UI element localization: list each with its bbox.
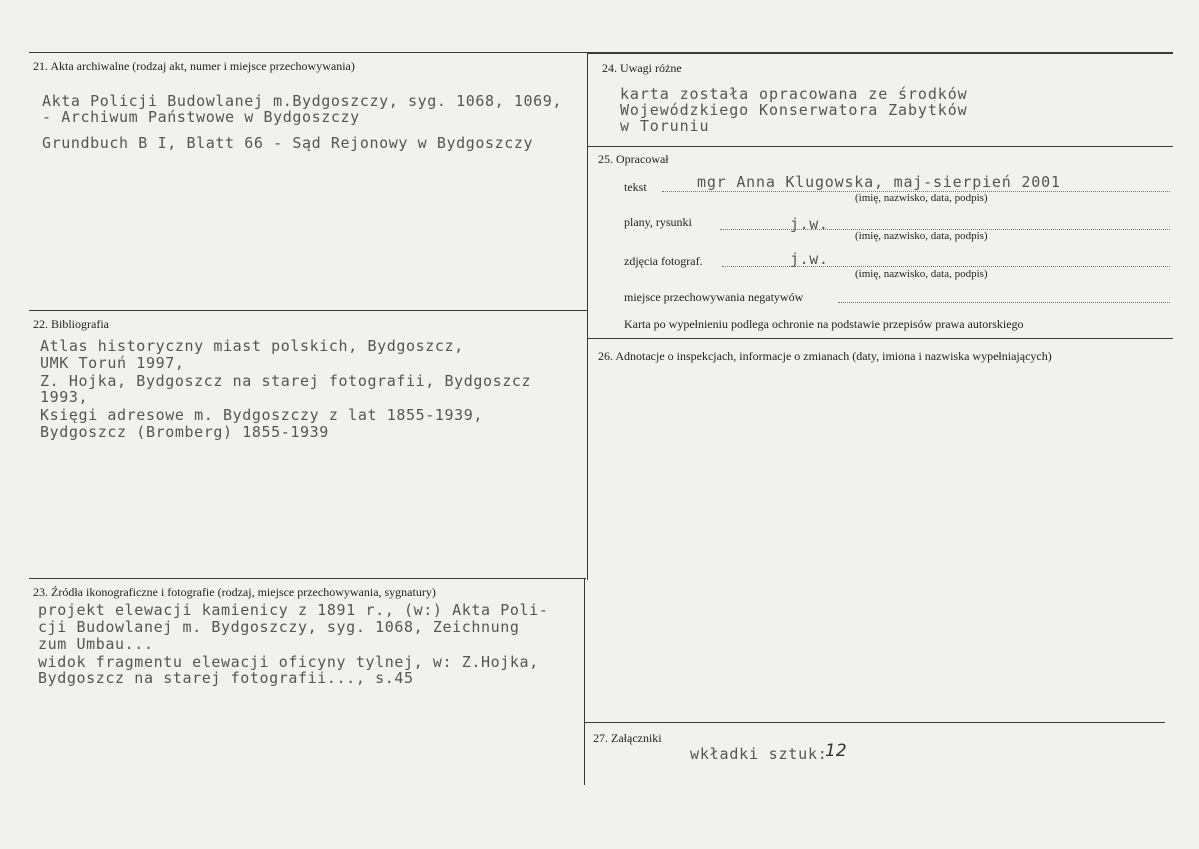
section-21-line-2: - Archiwum Państwowe w Bydgoszczy: [42, 108, 360, 126]
section-22-line-5: Księgi adresowe m. Bydgoszczy z lat 1855-1939,: [40, 406, 484, 424]
section-22-line-4: 1993,: [40, 388, 89, 406]
section-24-header: 24. Uwagi różne: [602, 61, 682, 75]
top-rule-left: [29, 52, 589, 53]
section-24-line-2: Wojewódzkiego Konserwatora Zabytków: [620, 101, 968, 119]
negatywy-field-line: [838, 302, 1170, 303]
section-21-line-3: Grundbuch B I, Blatt 66 - Sąd Rejonowy w Bydgoszczy: [42, 134, 534, 152]
rule-24-25: [588, 146, 1173, 147]
rule-22-23: [29, 578, 586, 579]
negatywy-label: miejsce przechowywania negatywów: [624, 290, 804, 304]
tekst-caption: (imię, nazwisko, data, podpis): [855, 192, 988, 204]
section-22-line-3: Z. Hojka, Bydgoszcz na starej fotografii, Bydgoszcz: [40, 372, 532, 390]
section-25-header: 25. Opracował: [598, 152, 669, 166]
section-22-line-1: Atlas historyczny miast polskich, Bydgoszcz,: [40, 337, 464, 355]
section-24-line-1: karta została opracowana ze środków: [620, 85, 968, 103]
section-22-header: 22. Bibliografia: [33, 317, 109, 331]
plany-label: plany, rysunki: [624, 215, 692, 229]
vertical-divider-lower: [584, 578, 585, 785]
tekst-label: tekst: [624, 180, 647, 194]
attachments-count: 12: [825, 741, 847, 761]
section-23-line-2: cji Budowlanej m. Bydgoszczy, syg. 1068, Zeichnung: [38, 618, 520, 636]
section-24-line-3: w Toruniu: [620, 117, 710, 135]
zdjecia-caption: (imię, nazwisko, data, podpis): [855, 268, 988, 280]
section-26-header: 26. Adnotacje o inspekcjach, informacje o zmianach (daty, imiona i nazwiska wypełniających): [598, 349, 1052, 363]
section-23-line-3: zum Umbau...: [38, 635, 154, 653]
attachments-label: wkładki sztuk:: [690, 745, 828, 763]
section-23-header: 23. Źródła ikonograficzne i fotografie (rodzaj, miejsce przechowywania, sygnatury): [33, 585, 436, 599]
section-22-line-2: UMK Toruń 1997,: [40, 354, 185, 372]
section-23-line-5: Bydgoszcz na starej fotografii..., s.45: [38, 669, 414, 687]
zdjecia-value: j.w.: [790, 250, 829, 268]
section-27-header: 27. Załączniki: [593, 731, 662, 745]
rule-25-26: [588, 338, 1173, 339]
top-rule-right: [588, 52, 1173, 54]
section-23-line-4: widok fragmentu elewacji oficyny tylnej, w: Z.Hojka,: [38, 653, 539, 671]
zdjecia-label: zdjęcia fotograf.: [624, 254, 703, 268]
section-21-header: 21. Akta archiwalne (rodzaj akt, numer i miejsce przechowywania): [33, 59, 355, 73]
section-22-line-6: Bydgoszcz (Bromberg) 1855-1939: [40, 423, 329, 441]
copyright-note: Karta po wypełnieniu podlega ochronie na podstawie przepisów prawa autorskiego: [624, 317, 1024, 331]
vertical-divider-upper: [587, 52, 588, 580]
rule-26-27: [585, 722, 1165, 723]
section-23-line-1: projekt elewacji kamienicy z 1891 r., (w:) Akta Poli-: [38, 601, 549, 619]
rule-21-22: [29, 310, 588, 311]
plany-value: j.w.: [790, 215, 829, 233]
plany-caption: (imię, nazwisko, data, podpis): [855, 230, 988, 242]
tekst-value: mgr Anna Klugowska, maj-sierpień 2001: [697, 173, 1061, 191]
section-21-line-1: Akta Policji Budowlanej m.Bydgoszczy, syg. 1068, 1069,: [42, 92, 563, 110]
